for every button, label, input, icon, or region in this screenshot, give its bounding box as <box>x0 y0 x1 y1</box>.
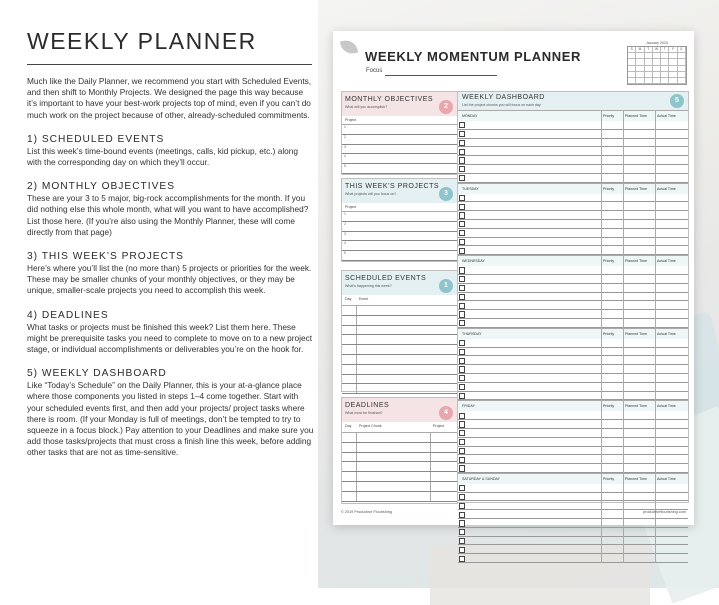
task-row[interactable] <box>458 455 688 464</box>
row-number: 1 <box>344 125 346 129</box>
section-body-monthly-objectives: These are your 3 to 5 major, big-rock accomplishments for the month. If you did nothing else this whole month, what will you want to have accomplished? List those here. (If you’re also using the Monthly Planner, these will come directly from that page) <box>27 193 309 237</box>
task-row[interactable] <box>458 310 688 319</box>
task-row[interactable] <box>458 429 688 438</box>
task-row[interactable] <box>458 392 688 401</box>
column-divider <box>601 474 602 563</box>
table-row[interactable] <box>342 492 457 502</box>
task-row[interactable] <box>458 545 688 554</box>
task-row[interactable] <box>458 484 688 493</box>
table-row[interactable] <box>342 443 457 453</box>
article-intro: Much like the Daily Planner, we recommend you start with Scheduled Events, and then shift to Monthly Projects. We designed the page this way because it’s important to have your best-work projects top of mind, even if you can’t do much work on the project because of other, already-scheduled commitments. <box>27 76 312 120</box>
list-item[interactable] <box>342 222 457 232</box>
panel-subtitle: What must be finished? <box>345 411 383 415</box>
task-checkbox[interactable] <box>459 349 465 355</box>
dashboard-day-5 <box>458 473 688 563</box>
column-label: Priority <box>603 259 615 264</box>
task-row[interactable] <box>458 528 688 537</box>
list-item[interactable] <box>342 241 457 251</box>
day-header <box>458 401 688 411</box>
table-row[interactable] <box>342 335 457 345</box>
task-checkbox[interactable] <box>459 195 465 201</box>
step-badge: 1 <box>439 279 453 293</box>
column-label: Actual Time <box>657 476 676 481</box>
column-label: Priority <box>603 404 615 409</box>
section-body-weekly-projects: Here’s where you’ll list the (no more than) 5 projects or priorities for the week. These may be smaller chunks of your monthly objectives, or they may be unique, smaller-scale projects you need to accomplish this week. <box>27 263 312 296</box>
column-label-project: Project <box>433 424 445 428</box>
task-row[interactable] <box>458 319 688 328</box>
dashboard-days <box>458 110 688 563</box>
calendar-cell <box>678 78 686 84</box>
table-row[interactable] <box>342 472 457 482</box>
leaf-logo-icon <box>340 39 358 56</box>
task-checkbox[interactable] <box>459 393 465 399</box>
task-checkbox[interactable] <box>459 384 465 390</box>
task-checkbox[interactable] <box>459 140 465 146</box>
panel-title: THIS WEEK’S PROJECTS <box>345 183 440 190</box>
task-checkbox[interactable] <box>459 413 465 419</box>
task-row[interactable] <box>458 293 688 302</box>
list-item[interactable] <box>342 232 457 242</box>
task-row[interactable] <box>458 156 688 165</box>
scheduled-rows <box>342 306 457 394</box>
list-item[interactable] <box>342 145 457 155</box>
column-divider <box>623 256 624 328</box>
day-header <box>458 184 688 194</box>
panel-subtitle: What projects will you focus on? <box>345 192 397 196</box>
calendar-grid <box>627 46 687 85</box>
planner-title: WEEKLY MOMENTUM PLANNER <box>365 49 582 64</box>
panel-title: MONTHLY OBJECTIVES <box>345 96 434 103</box>
task-row[interactable] <box>458 211 688 220</box>
article-title: WEEKLY PLANNER <box>27 28 312 65</box>
day-header <box>458 111 688 121</box>
weekly-projects-panel <box>341 178 458 262</box>
column-header <box>342 116 457 125</box>
footer-url[interactable]: productiveflourishing.com <box>642 510 686 514</box>
row-number: 5 <box>344 251 346 256</box>
task-checkbox[interactable] <box>459 294 465 300</box>
panel-header <box>342 92 457 116</box>
column-divider <box>655 474 656 563</box>
table-row[interactable] <box>342 355 457 365</box>
calendar-cell <box>661 78 669 84</box>
column-divider <box>601 111 602 183</box>
column-header <box>342 422 457 433</box>
calendar-day-header: T <box>661 47 669 53</box>
row-number: 1 <box>344 212 346 216</box>
task-row[interactable] <box>458 554 688 563</box>
scheduled-events-panel <box>341 270 458 392</box>
column-divider <box>601 329 602 401</box>
column-divider <box>623 111 624 183</box>
column-header <box>342 295 457 306</box>
task-checkbox[interactable] <box>459 448 465 454</box>
table-row[interactable] <box>342 345 457 355</box>
task-checkbox[interactable] <box>459 485 465 491</box>
task-row[interactable] <box>458 519 688 528</box>
task-row[interactable] <box>458 220 688 229</box>
calendar-cell <box>653 78 661 84</box>
task-checkbox[interactable] <box>459 239 465 245</box>
task-checkbox[interactable] <box>459 547 465 553</box>
section-heading-weekly-dashboard: 5) WEEKLY DASHBOARD <box>27 368 167 380</box>
section-body-deadlines: What tasks or projects must be finished this week? List them here. These might be prerequisite tasks you need to complete to move on to a new project stage, or individual accomplishments or deliverables you’re on the hook for. <box>27 321 313 355</box>
day-header <box>458 474 688 484</box>
planner-sheet <box>333 31 694 525</box>
column-label: Actual Time <box>657 259 676 264</box>
task-checkbox[interactable] <box>459 366 465 372</box>
task-checkbox[interactable] <box>459 175 465 181</box>
row-number: 3 <box>344 144 346 149</box>
calendar-cell <box>645 78 653 84</box>
column-label: Actual Time <box>657 404 676 409</box>
column-divider <box>623 329 624 401</box>
column-divider <box>623 401 624 473</box>
task-checkbox[interactable] <box>459 285 465 291</box>
task-row[interactable] <box>458 238 688 247</box>
dashboard-subtitle: List the project chunks you will focus on each day <box>462 103 541 107</box>
section-heading-deadlines: 4) DEADLINES <box>27 309 109 321</box>
calendar-day-header: S <box>628 47 636 53</box>
calendar-day-header: M <box>636 47 644 53</box>
task-row[interactable] <box>458 147 688 156</box>
panel-title: SCHEDULED EVENTS <box>345 275 427 282</box>
task-checkbox[interactable] <box>459 430 465 436</box>
section-heading-scheduled-events: 1) SCHEDULED EVENTS <box>27 133 165 145</box>
task-row[interactable] <box>458 266 688 275</box>
task-row[interactable] <box>458 374 688 383</box>
focus-input-line[interactable] <box>385 75 497 76</box>
task-checkbox[interactable] <box>459 556 465 562</box>
focus-label: Focus <box>366 68 383 74</box>
column-divider <box>655 184 656 256</box>
footer-copyright: © 2019 Productive Flourishing <box>341 510 392 514</box>
task-checkbox[interactable] <box>459 320 465 326</box>
task-checkbox[interactable] <box>459 212 465 218</box>
task-row[interactable] <box>458 447 688 456</box>
column-divider <box>655 256 656 328</box>
column-label: Priority <box>603 331 615 336</box>
task-checkbox[interactable] <box>459 358 465 364</box>
column-label: Project <box>345 118 357 122</box>
task-checkbox[interactable] <box>459 340 465 346</box>
column-label-chunk: Project Chunk <box>359 424 382 428</box>
row-number: 2 <box>344 134 346 139</box>
task-checkbox[interactable] <box>459 311 465 317</box>
table-row[interactable] <box>342 453 457 463</box>
task-checkbox[interactable] <box>459 122 465 128</box>
calendar-day-header: S <box>678 47 686 53</box>
column-label: Actual Time <box>657 114 676 118</box>
column-divider <box>601 184 602 256</box>
dashboard-day-0 <box>458 110 688 183</box>
calendar-cell <box>628 78 636 84</box>
column-label: Planned Time <box>625 259 647 264</box>
day-label: WEDNESDAY <box>462 259 485 264</box>
row-number: 4 <box>344 154 346 159</box>
column-divider <box>623 184 624 256</box>
column-label: Planned Time <box>625 186 647 191</box>
list-item[interactable] <box>342 135 457 145</box>
task-checkbox[interactable] <box>459 457 465 463</box>
column-divider <box>655 329 656 401</box>
task-row[interactable] <box>458 246 688 255</box>
task-row[interactable] <box>458 537 688 546</box>
column-divider <box>601 256 602 328</box>
table-row[interactable] <box>342 482 457 492</box>
task-checkbox[interactable] <box>459 512 465 518</box>
weekly-dashboard <box>457 91 689 503</box>
task-checkbox[interactable] <box>459 520 465 526</box>
calendar-title: January 2024 <box>646 41 668 45</box>
column-label-event: Event <box>359 297 369 301</box>
task-row[interactable] <box>458 301 688 310</box>
panel-subtitle: What will you accomplish? <box>345 105 388 109</box>
deadline-rows <box>342 433 457 502</box>
day-label: THURSDAY <box>462 331 482 336</box>
section-body-weekly-dashboard: Like “Today’s Schedule” on the Daily Planner, this is your at-a-glance place where those components you listed in steps 1–4 come together. Start with your scheduled events first, and then add your projects/ project tasks where there is room. (If your Monday is full of meetings, don’t be tempted to try to squeeze in a focus block.) Pay attention to your Deadlines and make sure you add those tasks/projects that must cross a finish line this week, before adding other tasks that are not as time-sensitive. <box>27 380 314 458</box>
section-heading-monthly-objectives: 2) MONTHLY OBJECTIVES <box>27 181 175 193</box>
task-checkbox[interactable] <box>459 538 465 544</box>
task-checkbox[interactable] <box>459 131 465 137</box>
dashboard-day-2 <box>458 255 688 328</box>
column-header <box>342 203 457 212</box>
task-checkbox[interactable] <box>459 267 465 273</box>
task-row[interactable] <box>458 165 688 174</box>
task-checkbox[interactable] <box>459 303 465 309</box>
list-item[interactable] <box>342 154 457 164</box>
task-checkbox[interactable] <box>459 221 465 227</box>
task-row[interactable] <box>458 174 688 183</box>
task-checkbox[interactable] <box>459 529 465 535</box>
dashboard-day-3 <box>458 328 688 401</box>
task-checkbox[interactable] <box>459 276 465 282</box>
column-label: Project <box>345 205 357 209</box>
column-divider <box>623 474 624 563</box>
task-checkbox[interactable] <box>459 494 465 500</box>
task-row[interactable] <box>458 438 688 447</box>
calendar-cell <box>636 78 644 84</box>
table-row[interactable] <box>342 384 457 394</box>
task-checkbox[interactable] <box>459 204 465 210</box>
dashboard-day-1 <box>458 183 688 256</box>
step-badge: 5 <box>670 94 684 108</box>
row-number: 5 <box>344 164 346 169</box>
step-badge: 2 <box>439 100 453 114</box>
task-checkbox[interactable] <box>459 157 465 163</box>
column-label: Planned Time <box>625 404 647 409</box>
day-label: SATURDAY & SUNDAY <box>462 476 501 481</box>
task-row[interactable] <box>458 420 688 429</box>
calendar-day-header: W <box>653 47 661 53</box>
task-row[interactable] <box>458 411 688 420</box>
task-row[interactable] <box>458 348 688 357</box>
dashboard-title: WEEKLY DASHBOARD <box>462 94 545 101</box>
task-checkbox[interactable] <box>459 421 465 427</box>
panel-header <box>342 398 457 422</box>
task-row[interactable] <box>458 202 688 211</box>
column-divider <box>655 111 656 183</box>
panel-header <box>342 271 457 295</box>
calendar-day-header: F <box>669 47 677 53</box>
day-label: FRIDAY <box>462 404 475 409</box>
table-row[interactable] <box>342 433 457 443</box>
panel-title: DEADLINES <box>345 402 390 409</box>
table-row[interactable] <box>342 375 457 385</box>
day-label: MONDAY <box>462 114 478 118</box>
column-label-day: Day <box>345 424 352 428</box>
column-label-day: Day <box>345 297 352 301</box>
table-row[interactable] <box>342 365 457 375</box>
column-label: Priority <box>603 476 615 481</box>
task-row[interactable] <box>458 365 688 374</box>
task-row[interactable] <box>458 356 688 365</box>
task-checkbox[interactable] <box>459 465 465 471</box>
row-number: 4 <box>344 241 346 246</box>
table-row[interactable] <box>342 306 457 316</box>
row-number: 2 <box>344 221 346 226</box>
task-row[interactable] <box>458 275 688 284</box>
list-item[interactable] <box>342 212 457 222</box>
dashboard-header <box>458 92 688 110</box>
table-row[interactable] <box>342 326 457 336</box>
task-row[interactable] <box>458 464 688 473</box>
column-label: Priority <box>603 186 615 191</box>
article <box>27 28 315 459</box>
column-label: Actual Time <box>657 331 676 336</box>
panel-subtitle: What’s happening this week? <box>345 284 392 288</box>
day-header <box>458 256 688 266</box>
task-checkbox[interactable] <box>459 166 465 172</box>
task-checkbox[interactable] <box>459 149 465 155</box>
calendar-day-header: T <box>645 47 653 53</box>
deadlines-panel <box>341 397 458 504</box>
row-number: 3 <box>344 231 346 236</box>
list-item[interactable] <box>342 164 457 174</box>
task-checkbox[interactable] <box>459 375 465 381</box>
list-item[interactable] <box>342 125 457 135</box>
task-checkbox[interactable] <box>459 439 465 445</box>
task-row[interactable] <box>458 130 688 139</box>
column-label: Actual Time <box>657 186 676 191</box>
table-row[interactable] <box>342 316 457 326</box>
table-row[interactable] <box>342 462 457 472</box>
task-checkbox[interactable] <box>459 503 465 509</box>
task-checkbox[interactable] <box>459 230 465 236</box>
dashboard-day-4 <box>458 400 688 473</box>
task-row[interactable] <box>458 284 688 293</box>
column-label: Planned Time <box>625 331 647 336</box>
task-row[interactable] <box>458 194 688 203</box>
panel-header <box>342 179 457 203</box>
task-row[interactable] <box>458 139 688 148</box>
step-badge: 4 <box>439 406 453 420</box>
task-row[interactable] <box>458 229 688 238</box>
calendar-cell <box>669 78 677 84</box>
column-label: Planned Time <box>625 476 647 481</box>
column-divider <box>601 401 602 473</box>
mini-calendar <box>627 41 687 85</box>
monthly-objectives-panel <box>341 91 458 175</box>
task-row[interactable] <box>458 501 688 510</box>
column-label: Planned Time <box>625 114 647 118</box>
day-label: TUESDAY <box>462 186 479 191</box>
task-checkbox[interactable] <box>459 248 465 254</box>
task-row[interactable] <box>458 383 688 392</box>
task-row[interactable] <box>458 493 688 502</box>
day-header <box>458 329 688 339</box>
column-label: Priority <box>603 114 615 118</box>
step-badge: 3 <box>439 187 453 201</box>
list-item[interactable] <box>342 251 457 261</box>
column-divider <box>655 401 656 473</box>
section-heading-weekly-projects: 3) THIS WEEK’S PROJECTS <box>27 251 184 263</box>
section-body-scheduled-events: List this week’s time-bound events (meetings, calls, kid pickup, etc.) along with the corresponding day on which they’ll occur. <box>27 145 299 168</box>
task-row[interactable] <box>458 339 688 348</box>
task-row[interactable] <box>458 121 688 130</box>
